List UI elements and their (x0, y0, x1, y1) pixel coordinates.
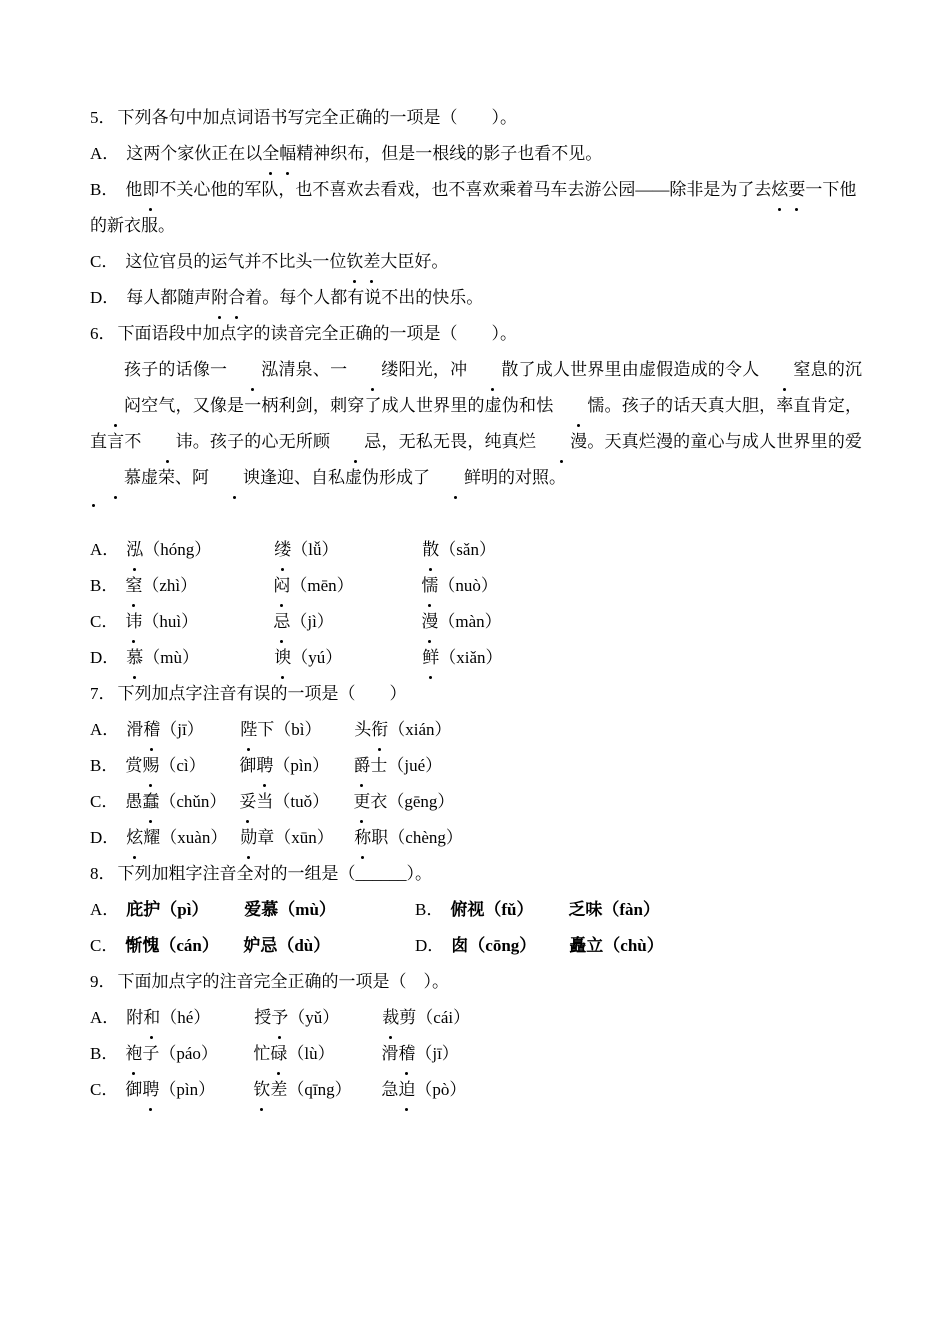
option-B (415, 892, 740, 928)
question-stem (90, 964, 862, 1000)
option-item: 急迫（pò） (381, 1072, 501, 1108)
bold-char: 妒忌（dù） (243, 936, 331, 955)
emphasized-char: 炫 (126, 820, 143, 856)
emphasized-char: 散 (467, 352, 518, 388)
emphasized-char: 钦 (346, 244, 363, 280)
emphasized-char: 炫 (771, 172, 788, 208)
option-B (90, 568, 862, 604)
emphasized-char: 赐 (142, 748, 159, 784)
option-label: D． (415, 936, 445, 955)
emphasized-char: 合 (228, 280, 245, 316)
question-7 (90, 676, 862, 856)
question-stem-text: 下面语段中加点字的读音完全正确的一项是（ ）。 (117, 324, 517, 343)
emphasized-char: 差 (363, 244, 380, 280)
emphasized-char: 闷 (273, 568, 290, 604)
question-5 (90, 100, 862, 316)
option-label: B． (415, 900, 444, 919)
option-A (90, 712, 862, 748)
option-label: C． (90, 612, 119, 631)
emphasized-char: 泓 (126, 532, 143, 568)
emphasized-char: 稽 (398, 1036, 415, 1072)
option-text: 他即不关心他的军队，也不喜欢去看戏，也不喜欢乘着马车去游公园——除非是为了去炫要一下他的新衣服。 (90, 180, 856, 235)
option-label: A． (90, 1008, 120, 1027)
emphasized-char: 缕 (274, 532, 291, 568)
emphasized-char: 慕 (90, 460, 141, 496)
option-item (125, 928, 235, 964)
option-label: D． (90, 648, 120, 667)
option-item: 头衔（xián） (354, 712, 460, 748)
emphasized-char: 散 (422, 532, 439, 568)
emphasized-char: 鲜 (422, 640, 439, 676)
option-label: B． (90, 1044, 119, 1063)
option-text: 每人都随声附合着。每个人都有说不出的快乐。 (126, 288, 483, 307)
option-C (90, 928, 415, 964)
option-item: 闷（mēn） (273, 568, 413, 604)
option-item: 勋章（xūn） (240, 820, 346, 856)
emphasized-char: 稽 (143, 712, 160, 748)
emphasized-char: 妥 (239, 784, 256, 820)
emphasized-char: 谀 (209, 460, 260, 496)
emphasized-char: 幅 (279, 136, 296, 172)
option-label: B． (90, 180, 119, 199)
option-item: 鲜（xiǎn） (422, 640, 562, 676)
option-item: 漫（màn） (421, 604, 561, 640)
question-number: 7． (90, 684, 116, 703)
emphasized-char: 勋 (240, 820, 257, 856)
option-item: 更衣（gēng） (353, 784, 459, 820)
question-stem (90, 316, 862, 352)
option-B (90, 1036, 862, 1072)
option-B (90, 172, 862, 244)
emphasized-char: 和 (143, 1000, 160, 1036)
option-item (243, 928, 353, 964)
option-D (90, 820, 862, 856)
question-number: 9． (90, 972, 116, 991)
option-item: 御聘（pìn） (239, 748, 345, 784)
option-item: 御聘（pìn） (125, 1072, 245, 1108)
option-item: 授予（yǔ） (254, 1000, 374, 1036)
emphasized-char: 漫 (421, 604, 438, 640)
emphasized-char: 窒 (759, 352, 810, 388)
option-C (90, 784, 862, 820)
emphasized-char: 鲜 (430, 460, 481, 496)
emphasized-char: 袍 (125, 1036, 142, 1072)
emphasized-char: 懦 (421, 568, 438, 604)
emphasized-char: 懦 (553, 388, 604, 424)
option-text: 这两个家伙正在以全幅精神织布，但是一根线的影子也看不见。 (126, 144, 602, 163)
option-item (569, 928, 679, 964)
emphasized-char: 讳 (125, 604, 142, 640)
option-row (90, 892, 862, 928)
option-item: 袍子（páo） (125, 1036, 245, 1072)
emphasized-char: 缕 (347, 352, 398, 388)
bold-char: 俯视（fǔ） (450, 900, 534, 919)
option-item: 懦（nuò） (421, 568, 561, 604)
option-item: 爵士（jué） (353, 748, 459, 784)
emphasized-char: 聘 (142, 1072, 159, 1108)
option-label: D． (90, 828, 120, 847)
option-label: A． (90, 144, 120, 163)
option-C (90, 244, 862, 280)
option-item: 滑稽（jī） (381, 1036, 501, 1072)
option-label: A． (90, 540, 120, 559)
option-item: 妥当（tuǒ） (239, 784, 345, 820)
option-item: 钦差（qīng） (253, 1072, 373, 1108)
option-label: C． (90, 252, 119, 271)
option-D (90, 640, 862, 676)
emphasized-char: 泓 (227, 352, 278, 388)
option-item: 附和（hé） (126, 1000, 246, 1036)
reading-passage: 孩子的话像一 泓清泉、一 缕阳光，冲 散了成人世界里由虚假造成的令人 窒息的沉闷空气，又像是一柄利剑，刺穿了成人世界里的虚伪和怯 懦。孩子的话天真大胆，率直肯定，直言不 讳。孩子的心无所顾 忌，无私无畏，纯真烂 漫。天真烂漫的童心与成人世界里的爱慕虚荣、阿 谀逢迎、自私虚伪形成了 鲜明的对照。 (90, 352, 862, 496)
bold-char: 惭愧（cán） (125, 936, 219, 955)
emphasized-char: 碌 (270, 1036, 287, 1072)
emphasized-char: 要 (788, 172, 805, 208)
option-item: 滑稽（jī） (126, 712, 232, 748)
emphasized-char: 闷 (90, 388, 141, 424)
question-stem-text: 下面加点字的注音完全正确的一项是（ ）。 (117, 972, 449, 991)
option-label: B． (90, 576, 119, 595)
emphasized-char: 窒 (125, 568, 142, 604)
bold-char: 囱（cōng） (451, 936, 537, 955)
option-C (90, 1072, 862, 1108)
option-item: 讳（huì） (125, 604, 265, 640)
option-item: 愚蠢（chǔn） (125, 784, 231, 820)
question-6 (90, 316, 862, 676)
option-item (451, 928, 561, 964)
question-stem-text: 下列加点字注音有误的一项是（ ） (117, 684, 407, 703)
emphasized-char: 全 (262, 136, 279, 172)
option-D (415, 928, 740, 964)
option-item: 陛下（bì） (240, 712, 346, 748)
option-item: 炫耀（xuàn） (126, 820, 232, 856)
emphasized-char: 钦 (253, 1072, 270, 1108)
option-label: A． (90, 720, 120, 739)
option-item (568, 892, 678, 928)
option-item (244, 892, 354, 928)
emphasized-char: 即 (142, 172, 159, 208)
option-item (450, 892, 560, 928)
question-8 (90, 856, 862, 964)
emphasized-char: 蠢 (142, 784, 159, 820)
dot-mark-icon (92, 504, 95, 507)
question-stem (90, 856, 862, 892)
emphasized-char: 忌 (273, 604, 290, 640)
option-label: D． (90, 288, 120, 307)
option-B (90, 748, 862, 784)
bold-char: 乏味（fàn） (568, 900, 660, 919)
stray-emphasis-dot (90, 496, 862, 532)
option-item (126, 892, 236, 928)
emphasized-char: 漫 (536, 424, 587, 460)
option-A (90, 1000, 862, 1036)
option-item: 称职（chèng） (354, 820, 463, 856)
bold-char: 爱慕（mù） (244, 900, 336, 919)
option-A (90, 532, 862, 568)
option-item: 赏赐（cì） (125, 748, 231, 784)
emphasized-char: 衔 (371, 712, 388, 748)
question-stem (90, 676, 862, 712)
option-item: 裁剪（cái） (382, 1000, 502, 1036)
option-text: 这位官员的运气并不比头一位钦差大臣好。 (125, 252, 448, 271)
option-D (90, 280, 862, 316)
exam-content (90, 100, 862, 1108)
option-label: C． (90, 936, 119, 955)
option-row (90, 928, 862, 964)
option-A (90, 892, 415, 928)
emphasized-char: 予 (271, 1000, 288, 1036)
emphasized-char: 裁 (382, 1000, 399, 1036)
option-label: B． (90, 756, 119, 775)
option-A (90, 136, 862, 172)
option-item: 散（sǎn） (422, 532, 562, 568)
emphasized-char: 讳 (142, 424, 193, 460)
emphasized-char: 谀 (274, 640, 291, 676)
option-item: 窒（zhì） (125, 568, 265, 604)
bold-char: 矗立（chù） (569, 936, 664, 955)
option-label: C． (90, 1080, 119, 1099)
emphasized-char: 更 (353, 784, 370, 820)
emphasized-char: 忌 (330, 424, 381, 460)
question-stem (90, 100, 862, 136)
question-stem-text: 下列各句中加点词语书写完全正确的一项是（ ）。 (117, 108, 517, 127)
option-C (90, 604, 862, 640)
option-label: A． (90, 900, 120, 919)
question-9 (90, 964, 862, 1108)
question-stem-text: 下列加粗字注音全对的一组是（______）。 (117, 864, 432, 883)
emphasized-char: 迫 (398, 1072, 415, 1108)
emphasized-char: 陛 (240, 712, 257, 748)
emphasized-char: 爵 (353, 748, 370, 784)
bold-char: 庇护（pì） (126, 900, 209, 919)
emphasized-char: 聘 (256, 748, 273, 784)
option-item: 慕（mù） (126, 640, 266, 676)
option-label: C． (90, 792, 119, 811)
option-item: 泓（hóng） (126, 532, 266, 568)
question-number: 8． (90, 864, 116, 883)
emphasized-char: 附 (211, 280, 228, 316)
option-item: 缕（lǚ） (274, 532, 414, 568)
emphasized-char: 慕 (126, 640, 143, 676)
option-item: 忙碌（lù） (253, 1036, 373, 1072)
option-item: 忌（jì） (273, 604, 413, 640)
emphasized-char: 称 (354, 820, 371, 856)
question-number: 6． (90, 324, 116, 343)
option-item: 谀（yú） (274, 640, 414, 676)
question-number: 5． (90, 108, 116, 127)
